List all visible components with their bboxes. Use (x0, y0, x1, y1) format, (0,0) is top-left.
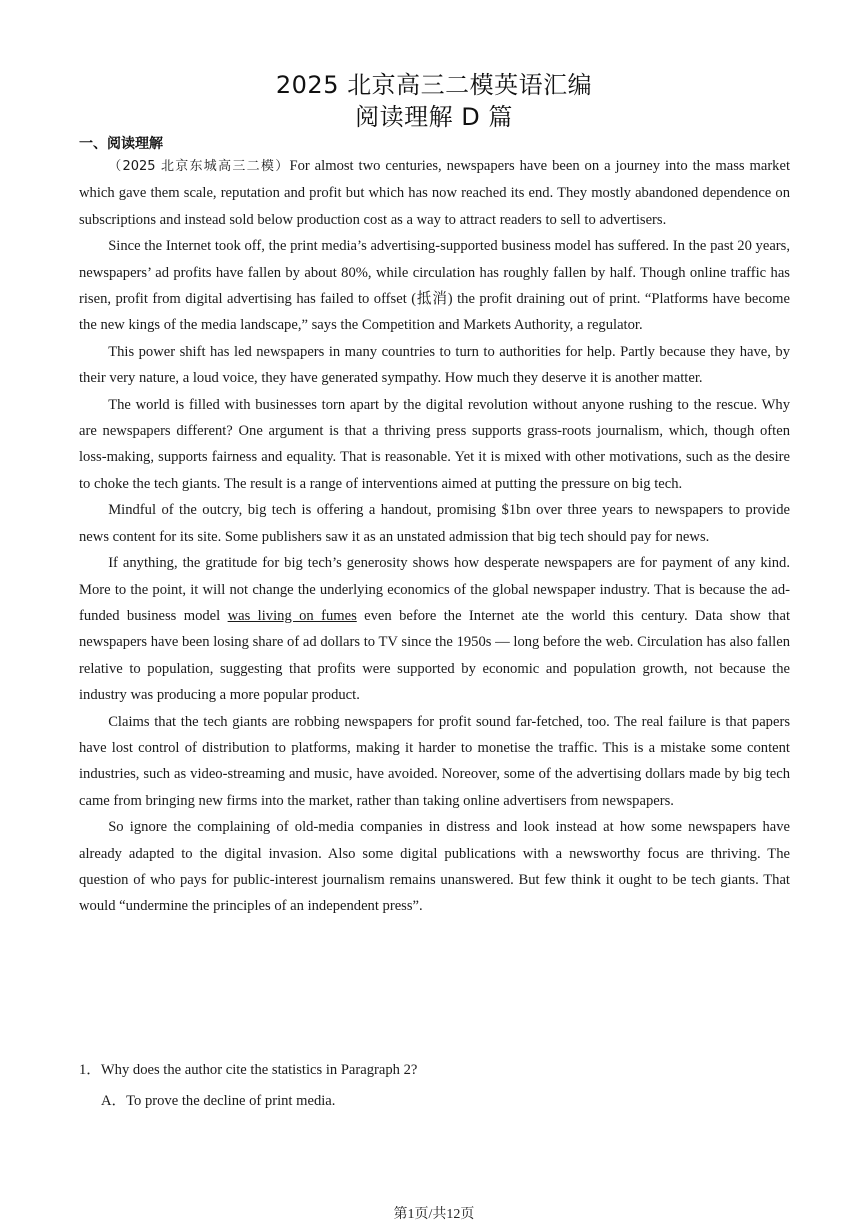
paragraph-3: This power shift has led newspapers in many countries to turn to authorities for help. Partly because they have, by their very nature, a loud voice, they have generated sympathy. How much they deserve it is another matter. (79, 343, 790, 387)
paragraph-5: Mindful of the outcry, big tech is offering a handout, promising $1bn over three years to newspapers to provide news content for its site. Some publishers saw it as an unstated admission that big tech should pay for news. (79, 502, 790, 545)
paragraph-7: Claims that the tech giants are robbing newspapers for profit sound far-fetched, too. The real failure is that papers have lost control of distribution to platforms, making it harder to monetise the traffic. This is a mistake some content industries, such as video-streaming and music, have avoided. Noreover, some of the advertising dollars made by big tech came from bringing new firms into the market, rather than taking online advertisers from newspapers. (79, 713, 790, 809)
paragraph-6-text-a: If anything, the gratitude for big tech’s generosity shows how desperate newspapers are for payment of any kind. More to the point, it will not change the underlying economics of the global newspaper industry. That is because the ad-funded business model (79, 555, 790, 624)
reading-passage (79, 153, 790, 920)
document-title: 2025 北京高三二模英语汇编 (275, 71, 593, 99)
section-heading: 一、阅读理解 (79, 136, 163, 152)
paragraph-2: Since the Internet took off, the print media’s advertising-supported business model has suffered. In the past 20 years, newspapers’ ad profits have fallen by about 80%, while circulation has roughly fallen by half. Though online traffic has risen, profit from digital advertising has failed to offset (抵消) the profit draining out of print. “Platforms have become the new kings of the media landscape,” says the Competition and Markets Authority, a regulator. (79, 238, 790, 334)
paragraph-4: The world is filled with businesses torn apart by the digital revolution without anyone rushing to the rescue. Why are newspapers different? One argument is that a thriving press supports grass-roots journalism, which, though often loss-making, supports fairness and equality. That is reasonable. Yet it is mixed with other motivations, such as the desire to choke the tech giants. The result is a range of interventions aimed at putting the pressure on big tech. (79, 396, 790, 492)
paragraph-8: So ignore the complaining of old-media companies in distress and look instead at how some newspapers have already adapted to the digital invasion. Also some digital publications with a newsworthy focus are thriving. The question of who pays for public-interest journalism remains unanswered. But few think it ought to be tech giants. That would “undermine the principles of an independent press”. (79, 819, 790, 915)
question-1-option-a: A．To prove the decline of print media. (101, 1093, 336, 1109)
underlined-phrase: was living on fumes (227, 607, 357, 624)
paragraph-1 (79, 153, 790, 233)
paragraph-1-text: For almost two centuries, newspapers have been on a journey into the mass market which gave them scale, reputation and profit but which has now reached its end. They mostly abandoned dependence on subscriptions and instead sold below production cost as a way to attract readers to sell to advertisers. (79, 158, 791, 228)
question-1: 1．Why does the author cite the statistics in Paragraph 2? (79, 1062, 418, 1078)
document-subtitle: 阅读理解 D 篇 (355, 103, 513, 131)
passage-source: （2025 北京东城高三二模） (108, 159, 290, 174)
paragraph-6 (79, 550, 790, 708)
page-number: 第1页/共12页 (393, 1207, 475, 1222)
paragraph-6-text-b: even before the Internet ate the world this century. Data show that newspapers have been losing share of ad dollars to TV since the 1950s — long before the web. Circulation has also fallen relative to population, suggesting that profits were supported by economic and population growth, not because the industry was producing a more popular product. (79, 607, 790, 704)
